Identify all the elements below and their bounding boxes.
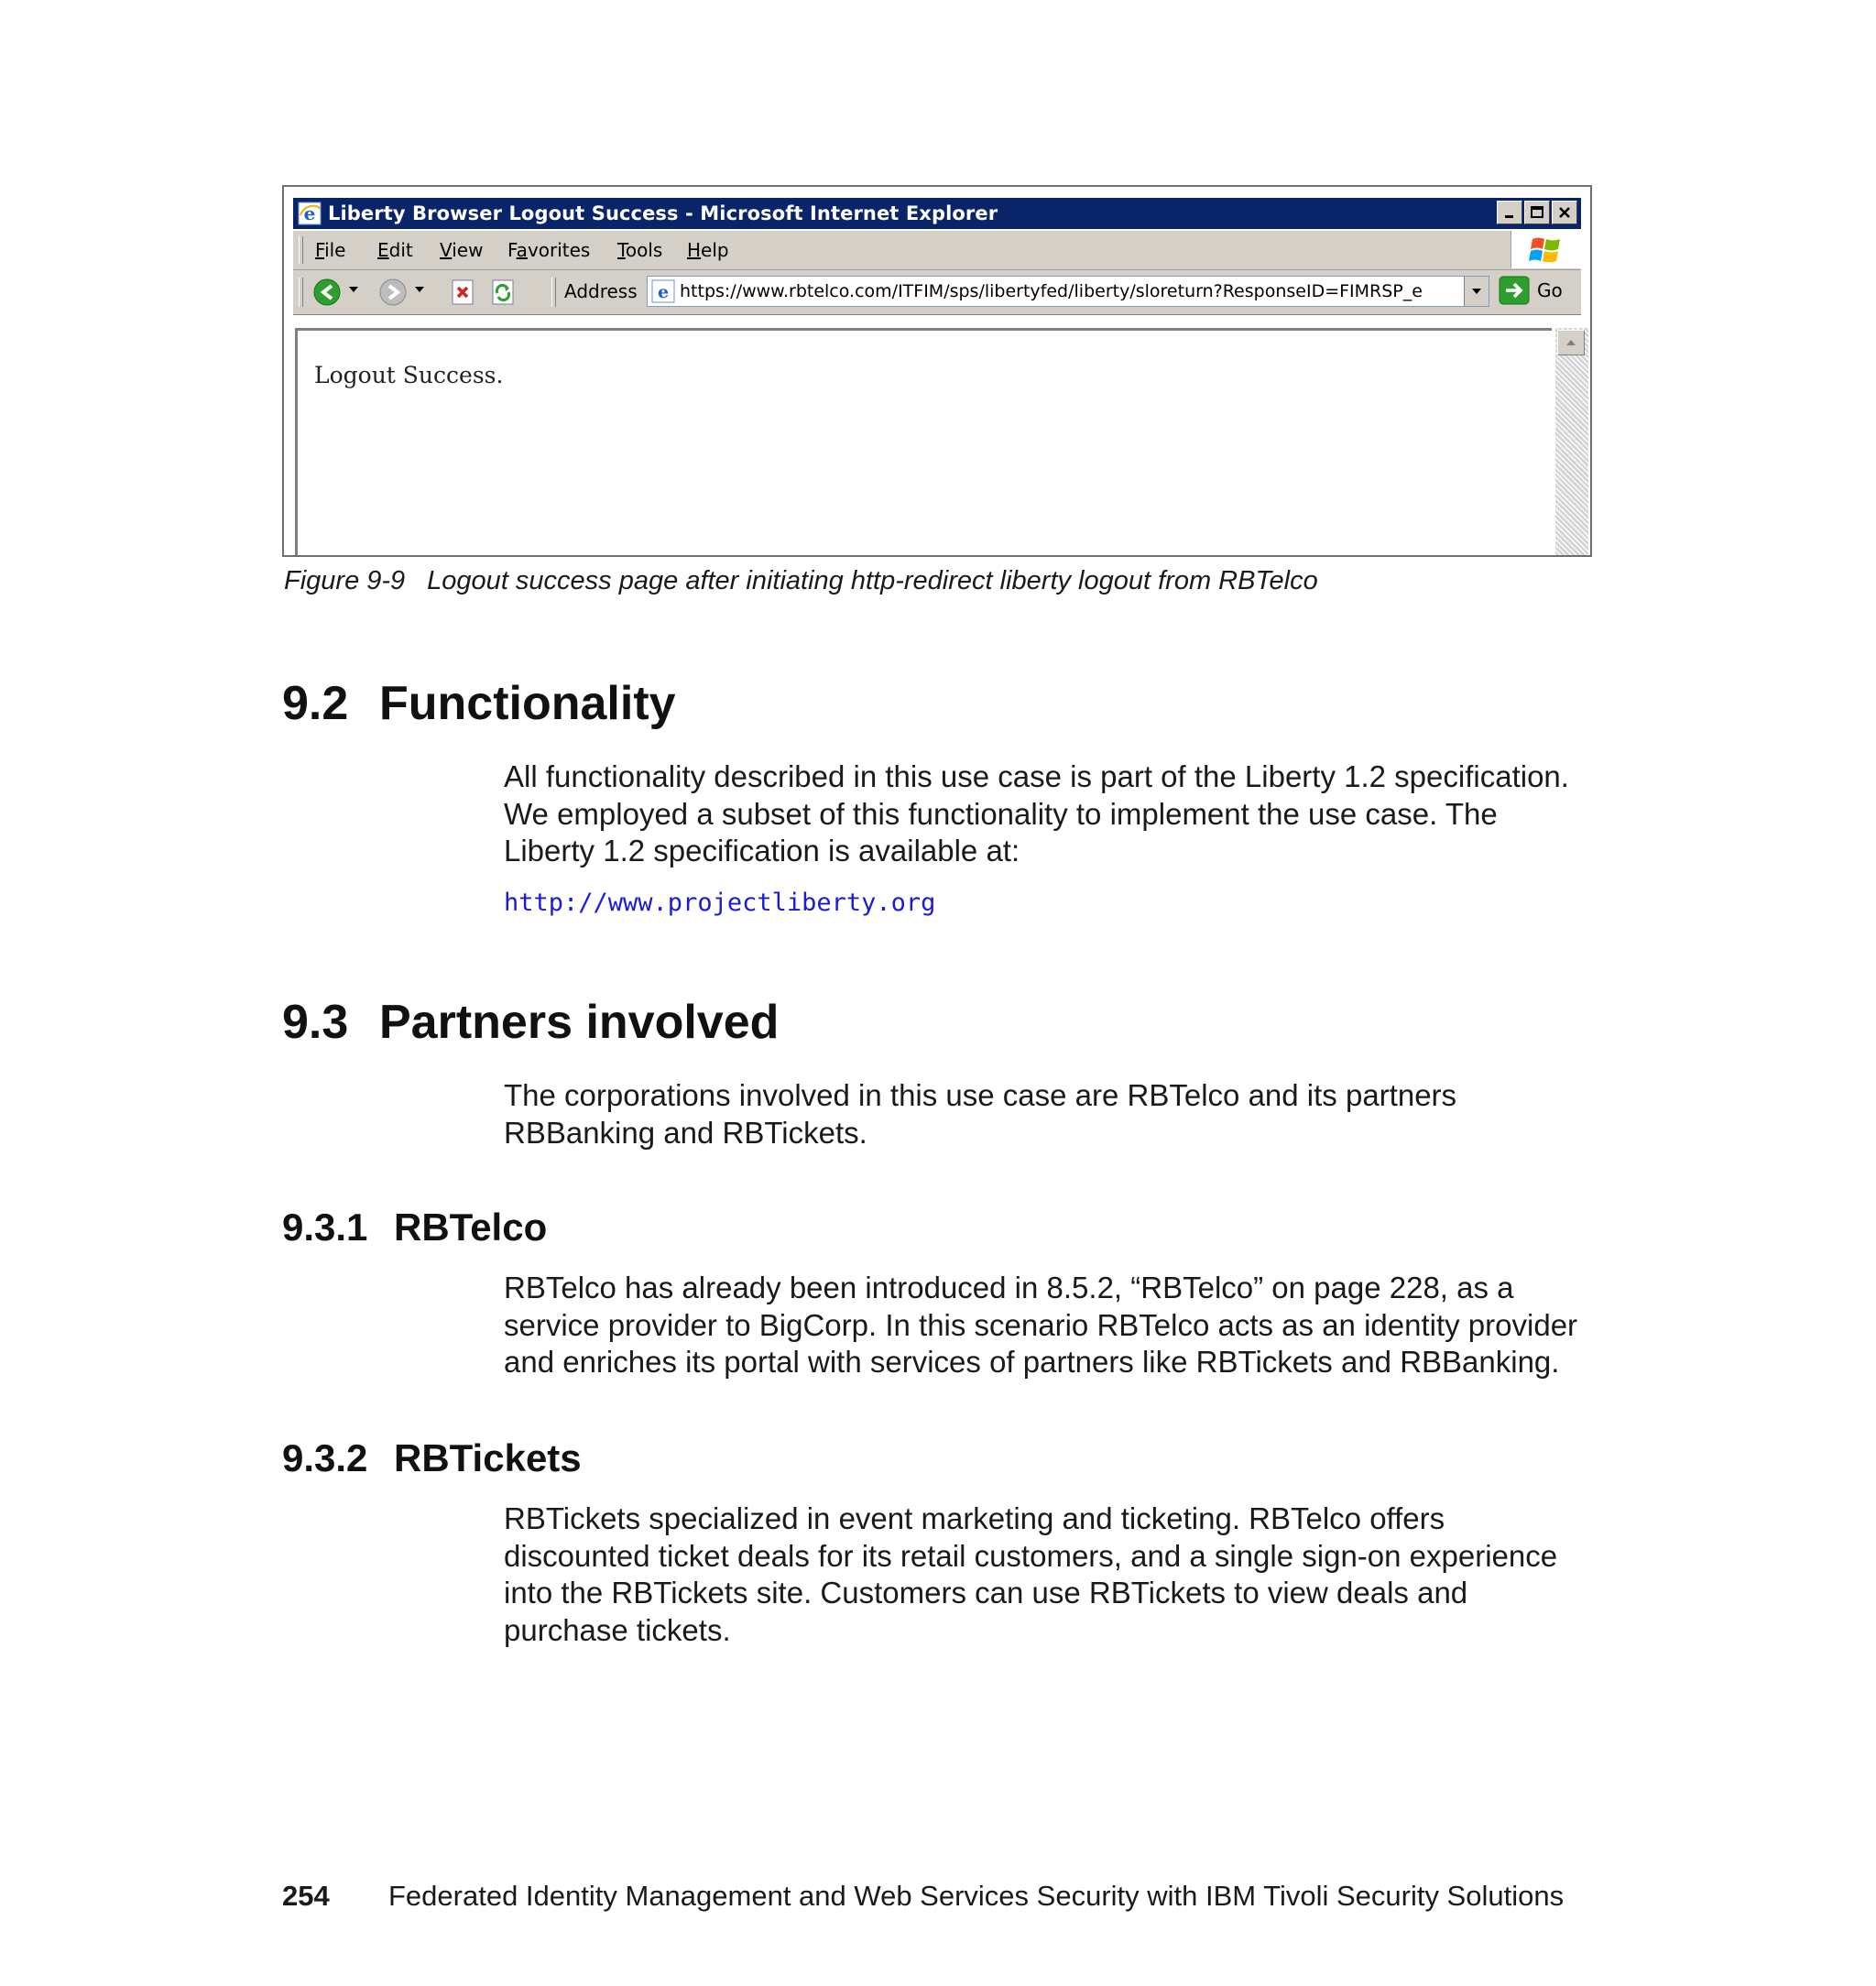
forward-button[interactable] — [379, 278, 410, 307]
back-history-dropdown[interactable] — [348, 285, 359, 294]
text-line: All functionality described in this use case is part of the Liberty 1.2 specification. — [504, 759, 1569, 793]
forward-arrow-icon — [379, 278, 410, 307]
chevron-down-icon — [414, 285, 425, 294]
maximize-button[interactable] — [1524, 201, 1550, 224]
go-arrow-icon — [1499, 276, 1530, 305]
section-title: Functionality — [379, 677, 676, 730]
menu-help[interactable]: Help — [687, 239, 729, 261]
text-line: discounted ticket deals for its retail customers, and a single sign-on experience — [504, 1538, 1558, 1573]
go-button[interactable] — [1499, 276, 1563, 305]
chevron-up-icon — [1565, 338, 1576, 347]
section-title: Partners involved — [379, 996, 780, 1049]
back-arrow-icon — [313, 278, 344, 307]
text-line: RBTickets specialized in event marketing and ticketing. RBTelco offers — [504, 1501, 1445, 1535]
text-line: into the RBTickets site. Customers can use RBTickets to view deals and — [504, 1576, 1468, 1610]
menu-edit[interactable]: Edit — [377, 239, 413, 261]
section-heading-9-2 — [282, 676, 676, 731]
section-number: 9.3.2 — [282, 1436, 368, 1479]
section-title: RBTelco — [394, 1206, 548, 1249]
section-heading-9-3-2 — [282, 1436, 582, 1480]
window-title: Liberty Browser Logout Success - Microsoft Internet Explorer — [328, 202, 998, 224]
toolbar-grip — [299, 278, 303, 307]
chevron-down-icon — [1471, 287, 1482, 296]
navigation-toolbar — [293, 270, 1581, 315]
browser-screenshot-figure — [282, 185, 1592, 557]
minimize-button[interactable] — [1497, 201, 1522, 224]
back-button[interactable] — [313, 278, 344, 307]
window-titlebar — [293, 198, 1581, 229]
section-number: 9.3.1 — [282, 1206, 368, 1249]
forward-history-dropdown[interactable] — [414, 285, 425, 294]
menu-view[interactable]: View — [440, 239, 484, 261]
paragraph-partners — [504, 1077, 1603, 1151]
text-line: and enriches its portal with services of partners like RBTickets and RBBanking. — [504, 1345, 1560, 1379]
paragraph-functionality — [504, 758, 1603, 870]
address-bar[interactable] — [647, 276, 1489, 307]
refresh-button[interactable] — [489, 278, 517, 307]
section-heading-9-3 — [282, 995, 779, 1050]
text-line: RBBanking and RBTickets. — [504, 1115, 867, 1150]
refresh-icon — [489, 278, 517, 307]
page-number: 254 — [282, 1880, 330, 1912]
address-label: Address — [564, 280, 638, 302]
scroll-up-button[interactable] — [1557, 330, 1585, 355]
book-title: Federated Identity Management and Web Services Security with IBM Tivoli Security Solutions — [388, 1880, 1565, 1912]
svg-text:e: e — [657, 282, 670, 302]
page-icon — [650, 278, 676, 304]
text-line: purchase tickets. — [504, 1612, 731, 1647]
section-number: 9.3 — [282, 996, 349, 1049]
go-label: Go — [1537, 279, 1563, 301]
close-button[interactable] — [1552, 201, 1577, 224]
internet-explorer-icon — [297, 201, 322, 226]
menu-file[interactable]: File — [315, 239, 346, 261]
text-line: We employed a subset of this functionality to implement the use case. The — [504, 796, 1498, 831]
figure-caption-text: Logout success page after initiating http-redirect liberty logout from RBTelco — [427, 566, 1318, 595]
menu-favorites[interactable]: Favorites — [507, 239, 591, 261]
projectliberty-link[interactable]: http://www.projectliberty.org — [504, 889, 936, 917]
menu-tools[interactable]: Tools — [617, 239, 663, 261]
logout-success-message: Logout Success. — [314, 362, 504, 388]
stop-button[interactable] — [449, 278, 476, 307]
chevron-down-icon — [348, 285, 359, 294]
section-heading-9-3-1 — [282, 1206, 547, 1249]
menu-bar — [293, 231, 1581, 270]
text-line: The corporations involved in this use case are RBTelco and its partners — [504, 1078, 1457, 1112]
paragraph-rbtelco — [504, 1270, 1603, 1381]
address-url: https://www.rbtelco.com/ITFIM/sps/libertyfed/liberty/sloreturn?ResponseID=FIMRSP_e — [680, 281, 1423, 301]
stop-icon — [449, 278, 476, 307]
vertical-scrollbar[interactable] — [1555, 328, 1588, 557]
menubar-grip — [299, 236, 303, 264]
section-title: RBTickets — [394, 1436, 582, 1479]
browser-content-area — [295, 328, 1552, 557]
section-number: 9.2 — [282, 677, 349, 730]
figure-caption — [284, 566, 1318, 596]
windows-logo-icon — [1511, 231, 1581, 268]
text-line: Liberty 1.2 specification is available at: — [504, 834, 1020, 868]
address-dropdown-button[interactable] — [1464, 277, 1489, 306]
figure-label: Figure 9-9 — [284, 566, 406, 595]
text-line: service provider to BigCorp. In this scenario RBTelco acts as an identity provider — [504, 1307, 1578, 1342]
text-line: RBTelco has already been introduced in 8.5.2, “RBTelco” on page 228, as a — [504, 1271, 1514, 1304]
svg-text:e: e — [303, 202, 316, 224]
address-grip — [551, 278, 556, 307]
paragraph-rbtickets — [504, 1500, 1603, 1649]
